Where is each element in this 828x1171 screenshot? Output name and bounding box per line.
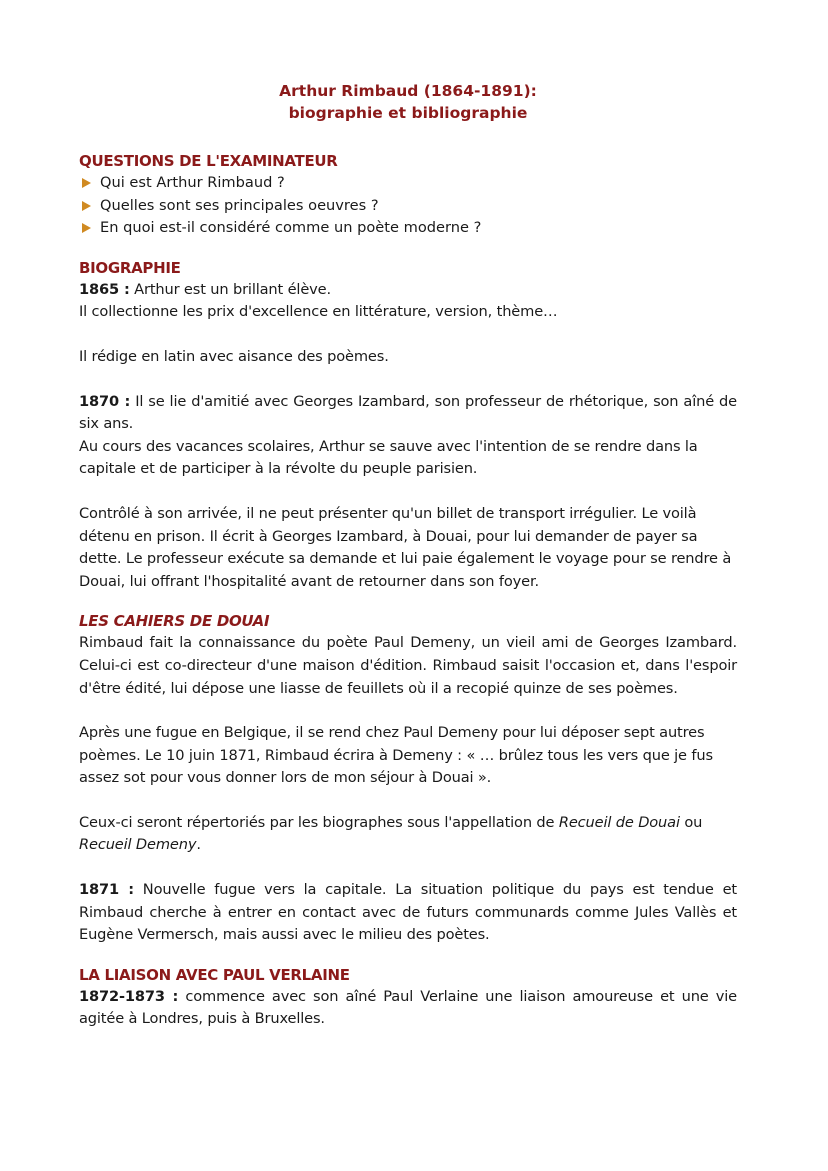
biographie-heading: BIOGRAPHIE bbox=[79, 258, 181, 277]
paragraph-1870 bbox=[79, 391, 737, 436]
recueil-douai-title: Recueil de Douai bbox=[558, 813, 680, 831]
paragraph-demeny: Rimbaud fait la connaissance du poète Paul Demeny, un vieil ami de Georges Izambard. Celui-ci est co-directeur d'une maison d'édition. Rimbaud saisit l'occasion et, dans l'espoir d'être édité, lui dépose une liasse de feuillets où il a recopié quinze de ses poèmes. bbox=[79, 634, 737, 697]
paragraph-vacances: Au cours des vacances scolaires, Arthur se sauve avec l'intention de se rendre dans la capitale et de participer à la révolte du peuple parisien. bbox=[79, 437, 698, 478]
question-item bbox=[79, 217, 737, 240]
question-text: En quoi est-il considéré comme un poète moderne ? bbox=[100, 219, 482, 237]
question-text: Qui est Arthur Rimbaud ? bbox=[100, 174, 285, 191]
question-item bbox=[79, 172, 737, 195]
paragraph-prix: Il collectionne les prix d'excellence en littérature, version, thème… bbox=[79, 303, 558, 321]
paragraph-text: ou bbox=[679, 813, 703, 831]
paragraph-text: commence avec son aîné Paul Verlaine une liaison amoureuse et une vie agitée à Londres, puis à Bruxelles. bbox=[79, 987, 738, 1028]
year-1870: 1870 : bbox=[79, 392, 131, 410]
question-item bbox=[79, 195, 737, 218]
year-1872-1873: 1872-1873 : bbox=[79, 987, 179, 1005]
paragraph-text: Il se lie d'amitié avec Georges Izambard, son professeur de rhétorique, son aîné de six ans. bbox=[79, 392, 737, 433]
paragraph-text: . bbox=[196, 836, 201, 854]
paragraph-1871 bbox=[79, 879, 737, 947]
cahiers-heading: LES CAHIERS DE DOUAI bbox=[79, 612, 270, 631]
questions-heading: QUESTIONS DE L'EXAMINATEUR bbox=[79, 152, 338, 170]
paragraph-recueil bbox=[79, 812, 737, 857]
paragraph-1872 bbox=[79, 986, 737, 1031]
questions-list bbox=[79, 172, 737, 240]
question-text: Quelles sont ses principales oeuvres ? bbox=[100, 196, 379, 214]
title-line-1: Arthur Rimbaud (1864-1891): bbox=[279, 82, 537, 100]
year-1865: 1865 : bbox=[79, 280, 130, 298]
paragraph-text: Arthur est un brillant élève. bbox=[134, 280, 331, 298]
paragraph-controle: Contrôlé à son arrivée, il ne peut présenter qu'un billet de transport irrégulier. Le voilà détenu en prison. Il écrit à Georges Izambard, à Douai, pour lui demander de payer sa dette. Le professeur exécute sa demande et lui paie également le voyage pour se rendre à Douai, lui offrant l'hospitalité avant de retourner dans son foyer. bbox=[79, 504, 732, 590]
paragraph-latin: Il rédige en latin avec aisance des poèmes. bbox=[79, 347, 389, 365]
title-line-2: biographie et bibliographie bbox=[288, 104, 528, 122]
document-page bbox=[79, 80, 737, 1031]
paragraph-fugue-belgique: Après une fugue en Belgique, il se rend chez Paul Demeny pour lui déposer sept autres poèmes. Le 10 juin 1871, Rimbaud écrira à Demeny : « … brûlez tous les vers que je fus assez sot pour vous donner lors de mon séjour à Douai ». bbox=[79, 724, 713, 787]
year-1871: 1871 : bbox=[79, 881, 134, 899]
bullet-triangle-icon bbox=[82, 201, 91, 211]
paragraph-text: Ceux-ci seront répertoriés par les biographes sous l'appellation de bbox=[79, 813, 559, 831]
bullet-triangle-icon bbox=[82, 223, 91, 233]
document-title bbox=[79, 80, 737, 124]
verlaine-heading: LA LIAISON AVEC PAUL VERLAINE bbox=[79, 965, 350, 984]
bullet-triangle-icon bbox=[82, 178, 91, 188]
paragraph-1865 bbox=[79, 279, 737, 302]
recueil-demeny-title: Recueil Demeny bbox=[79, 836, 197, 854]
paragraph-text: Nouvelle fugue vers la capitale. La situation politique du pays est tendue et Rimbaud cherche à entrer en contact avec de futurs communards comme Jules Vallès et Eugène Vermersch, mais aussi avec le milieu des poètes. bbox=[79, 881, 737, 944]
